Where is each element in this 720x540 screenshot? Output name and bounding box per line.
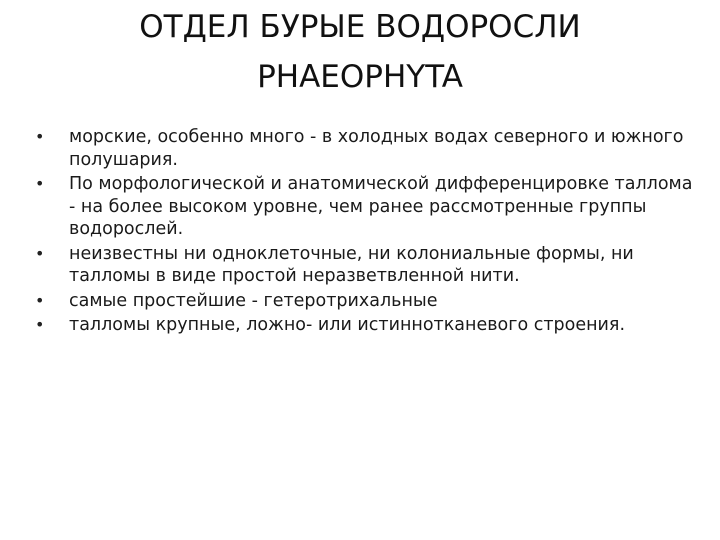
bullet-item — [35, 290, 695, 313]
bullet-text: неизвестны ни одноклеточные, ни колониальные формы, ни талломы в виде простой неразветвленной нити. — [69, 243, 634, 286]
bullet-text: самые простейшие - гетеротрихальные — [69, 290, 438, 311]
bullet-icon: • — [35, 315, 45, 334]
slide-title — [60, 2, 660, 102]
bullet-text: По морфологической и анатомической дифференцировке талломa - на более высоком уровне, чем ранее рассмотренные группы водорослей. — [69, 174, 693, 239]
bullet-icon: • — [35, 127, 45, 146]
bullet-text: талломы крупные, ложно- или истинноткaневого строения. — [69, 315, 626, 335]
bullet-icon: • — [35, 290, 45, 310]
bullet-item — [35, 243, 695, 288]
bullet-list — [35, 126, 695, 339]
bullet-text: морские, особенно много - в холодных водах северного и южного полушария. — [69, 127, 684, 170]
bullet-item — [35, 173, 695, 241]
bullet-icon: • — [35, 243, 45, 263]
bullet-icon: • — [35, 174, 45, 193]
slide-title-line-1: ОТДЕЛ БУРЫЕ ВОДОРОСЛИ — [139, 9, 581, 45]
bullet-item — [35, 126, 695, 171]
slide-title-line-2: PHAEOPHYTA — [257, 59, 463, 95]
bullet-item — [35, 314, 695, 337]
